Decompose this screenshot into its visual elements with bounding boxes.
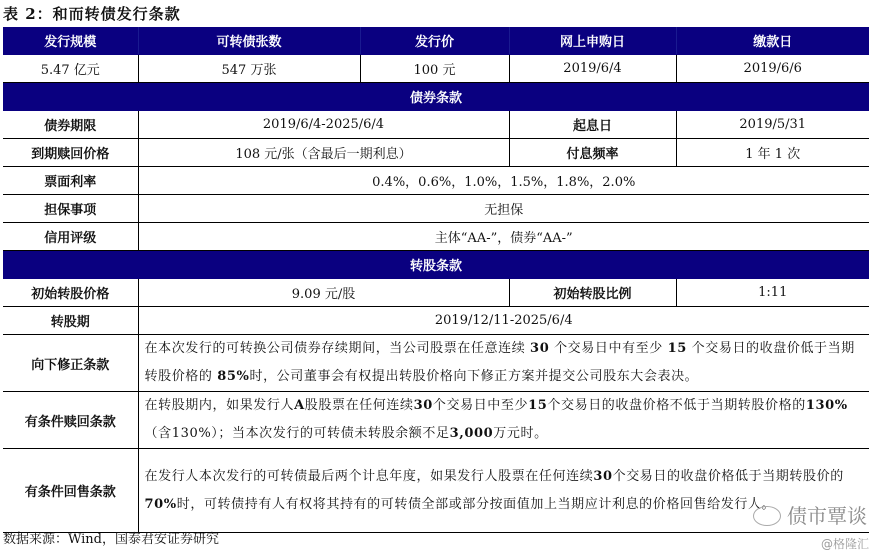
text-bold: 30 — [413, 398, 433, 413]
value-guarantee: 无担保 — [138, 195, 869, 223]
table-row — [3, 449, 869, 533]
table-row — [3, 111, 869, 139]
table-row — [3, 167, 869, 195]
text: 个交易日中至少 — [432, 398, 529, 413]
value-redemption-price: 108 元/张（含最后一期利息） — [138, 139, 509, 167]
issue-header-row — [3, 27, 869, 55]
value-conditional-call — [138, 392, 869, 449]
text: 个交易日的收盘价格低于当期转股价的 — [612, 468, 844, 484]
label-conditional-put: 有条件回售条款 — [3, 449, 138, 533]
text-bold: 15 — [528, 398, 548, 413]
value-value-date: 2019/5/31 — [676, 111, 869, 139]
header-bond-count: 可转债张数 — [138, 27, 360, 55]
table-row — [3, 223, 869, 251]
header-issue-price: 发行价 — [360, 27, 509, 55]
header-subscription-date: 网上申购日 — [509, 27, 676, 55]
value-issue-price: 100 元 — [360, 55, 509, 83]
label-initial-conversion-price: 初始转股价格 — [3, 279, 138, 307]
value-coupon-rate: 0.4%，0.6%，1.0%，1.5%，1.8%，2.0% — [138, 167, 869, 195]
table-row — [3, 307, 869, 335]
text-bold: 70% — [144, 496, 177, 512]
table-row — [3, 195, 869, 223]
watermark-text: 债市覃谈 — [787, 504, 867, 528]
text: 股股票在任何连续 — [304, 398, 414, 413]
value-credit-rating: 主体“AA-”，债券“AA-” — [138, 223, 869, 251]
value-payment-date: 2019/6/6 — [676, 55, 869, 83]
value-bond-term: 2019/6/4-2025/6/4 — [138, 111, 509, 139]
issue-values-row — [3, 55, 869, 83]
value-initial-conversion-ratio: 1:11 — [676, 279, 869, 307]
label-conversion-period: 转股期 — [3, 307, 138, 335]
value-issue-size: 5.47 亿元 — [3, 55, 138, 83]
section-title-conversion-terms: 转股条款 — [3, 251, 869, 279]
value-initial-conversion-price: 9.09 元/股 — [138, 279, 509, 307]
table-title: 表 2：和而转债发行条款 — [3, 5, 181, 23]
header-payment-date: 缴款日 — [676, 27, 869, 55]
label-value-date: 起息日 — [509, 111, 676, 139]
label-coupon-rate: 票面利率 — [3, 167, 138, 195]
section-bond-terms — [3, 83, 869, 111]
text: 在转股期内，如果发行人 — [144, 398, 295, 413]
text: 万元时。 — [493, 426, 548, 441]
value-downward-revision — [138, 335, 869, 392]
text-bold: A — [294, 398, 305, 413]
text: 个交易日的收盘价格不低于当期转股价格的 — [547, 398, 806, 413]
label-redemption-price: 到期赎回价格 — [3, 139, 138, 167]
label-bond-term: 债券期限 — [3, 111, 138, 139]
value-subscription-date: 2019/6/4 — [509, 55, 676, 83]
value-payment-frequency: 1 年 1 次 — [676, 139, 869, 167]
text: 在发行人本次发行的可转债最后两个计息年度，如果发行人股票在任何连续 — [144, 468, 594, 484]
watermark-sub: @格隆汇 — [820, 537, 869, 551]
table-row — [3, 279, 869, 307]
section-conversion-terms — [3, 251, 869, 279]
value-conversion-period: 2019/12/11-2025/6/4 — [138, 307, 869, 335]
text: 个交易日中有至少 — [549, 341, 668, 356]
text: 个交易日的收盘价低于当期转股价格的 — [144, 341, 855, 384]
text-bold: 30 — [530, 341, 550, 356]
text-bold: 3,000 — [449, 426, 494, 441]
text-bold: 130% — [805, 398, 848, 413]
label-conditional-call: 有条件赎回条款 — [3, 392, 138, 449]
table-row — [3, 335, 869, 392]
value-bond-count: 547 万张 — [138, 55, 360, 83]
data-source-note: 数据来源：Wind，国泰君安证券研究 — [3, 532, 219, 547]
label-initial-conversion-ratio: 初始转股比例 — [509, 279, 676, 307]
bond-terms-table — [3, 27, 869, 533]
table-row — [3, 392, 869, 449]
label-payment-frequency: 付息频率 — [509, 139, 676, 167]
text: 时，可转债持有人有权将其持有的可转债全部或部分按面值加上当期应计利息的价格回售给发行人。 — [176, 496, 776, 512]
label-downward-revision: 向下修正条款 — [3, 335, 138, 392]
text-bold: 30 — [593, 468, 613, 484]
header-issue-size: 发行规模 — [3, 27, 138, 55]
text: 在本次发行的可转换公司债券存续期间，当公司股票在任意连续 — [144, 341, 531, 356]
text-bold: 15 — [667, 341, 687, 356]
text: 时，公司董事会有权提出转股价格向下修正方案并提交公司股东大会表决。 — [249, 369, 699, 384]
wechat-icon — [753, 506, 781, 526]
text-bold: 85% — [217, 369, 250, 384]
watermark — [753, 500, 867, 529]
label-guarantee: 担保事项 — [3, 195, 138, 223]
label-credit-rating: 信用评级 — [3, 223, 138, 251]
section-title-bond-terms: 债券条款 — [3, 83, 869, 111]
table-row — [3, 139, 869, 167]
text: （含130%）；当本次发行的可转债未转股余额不足 — [144, 426, 450, 441]
